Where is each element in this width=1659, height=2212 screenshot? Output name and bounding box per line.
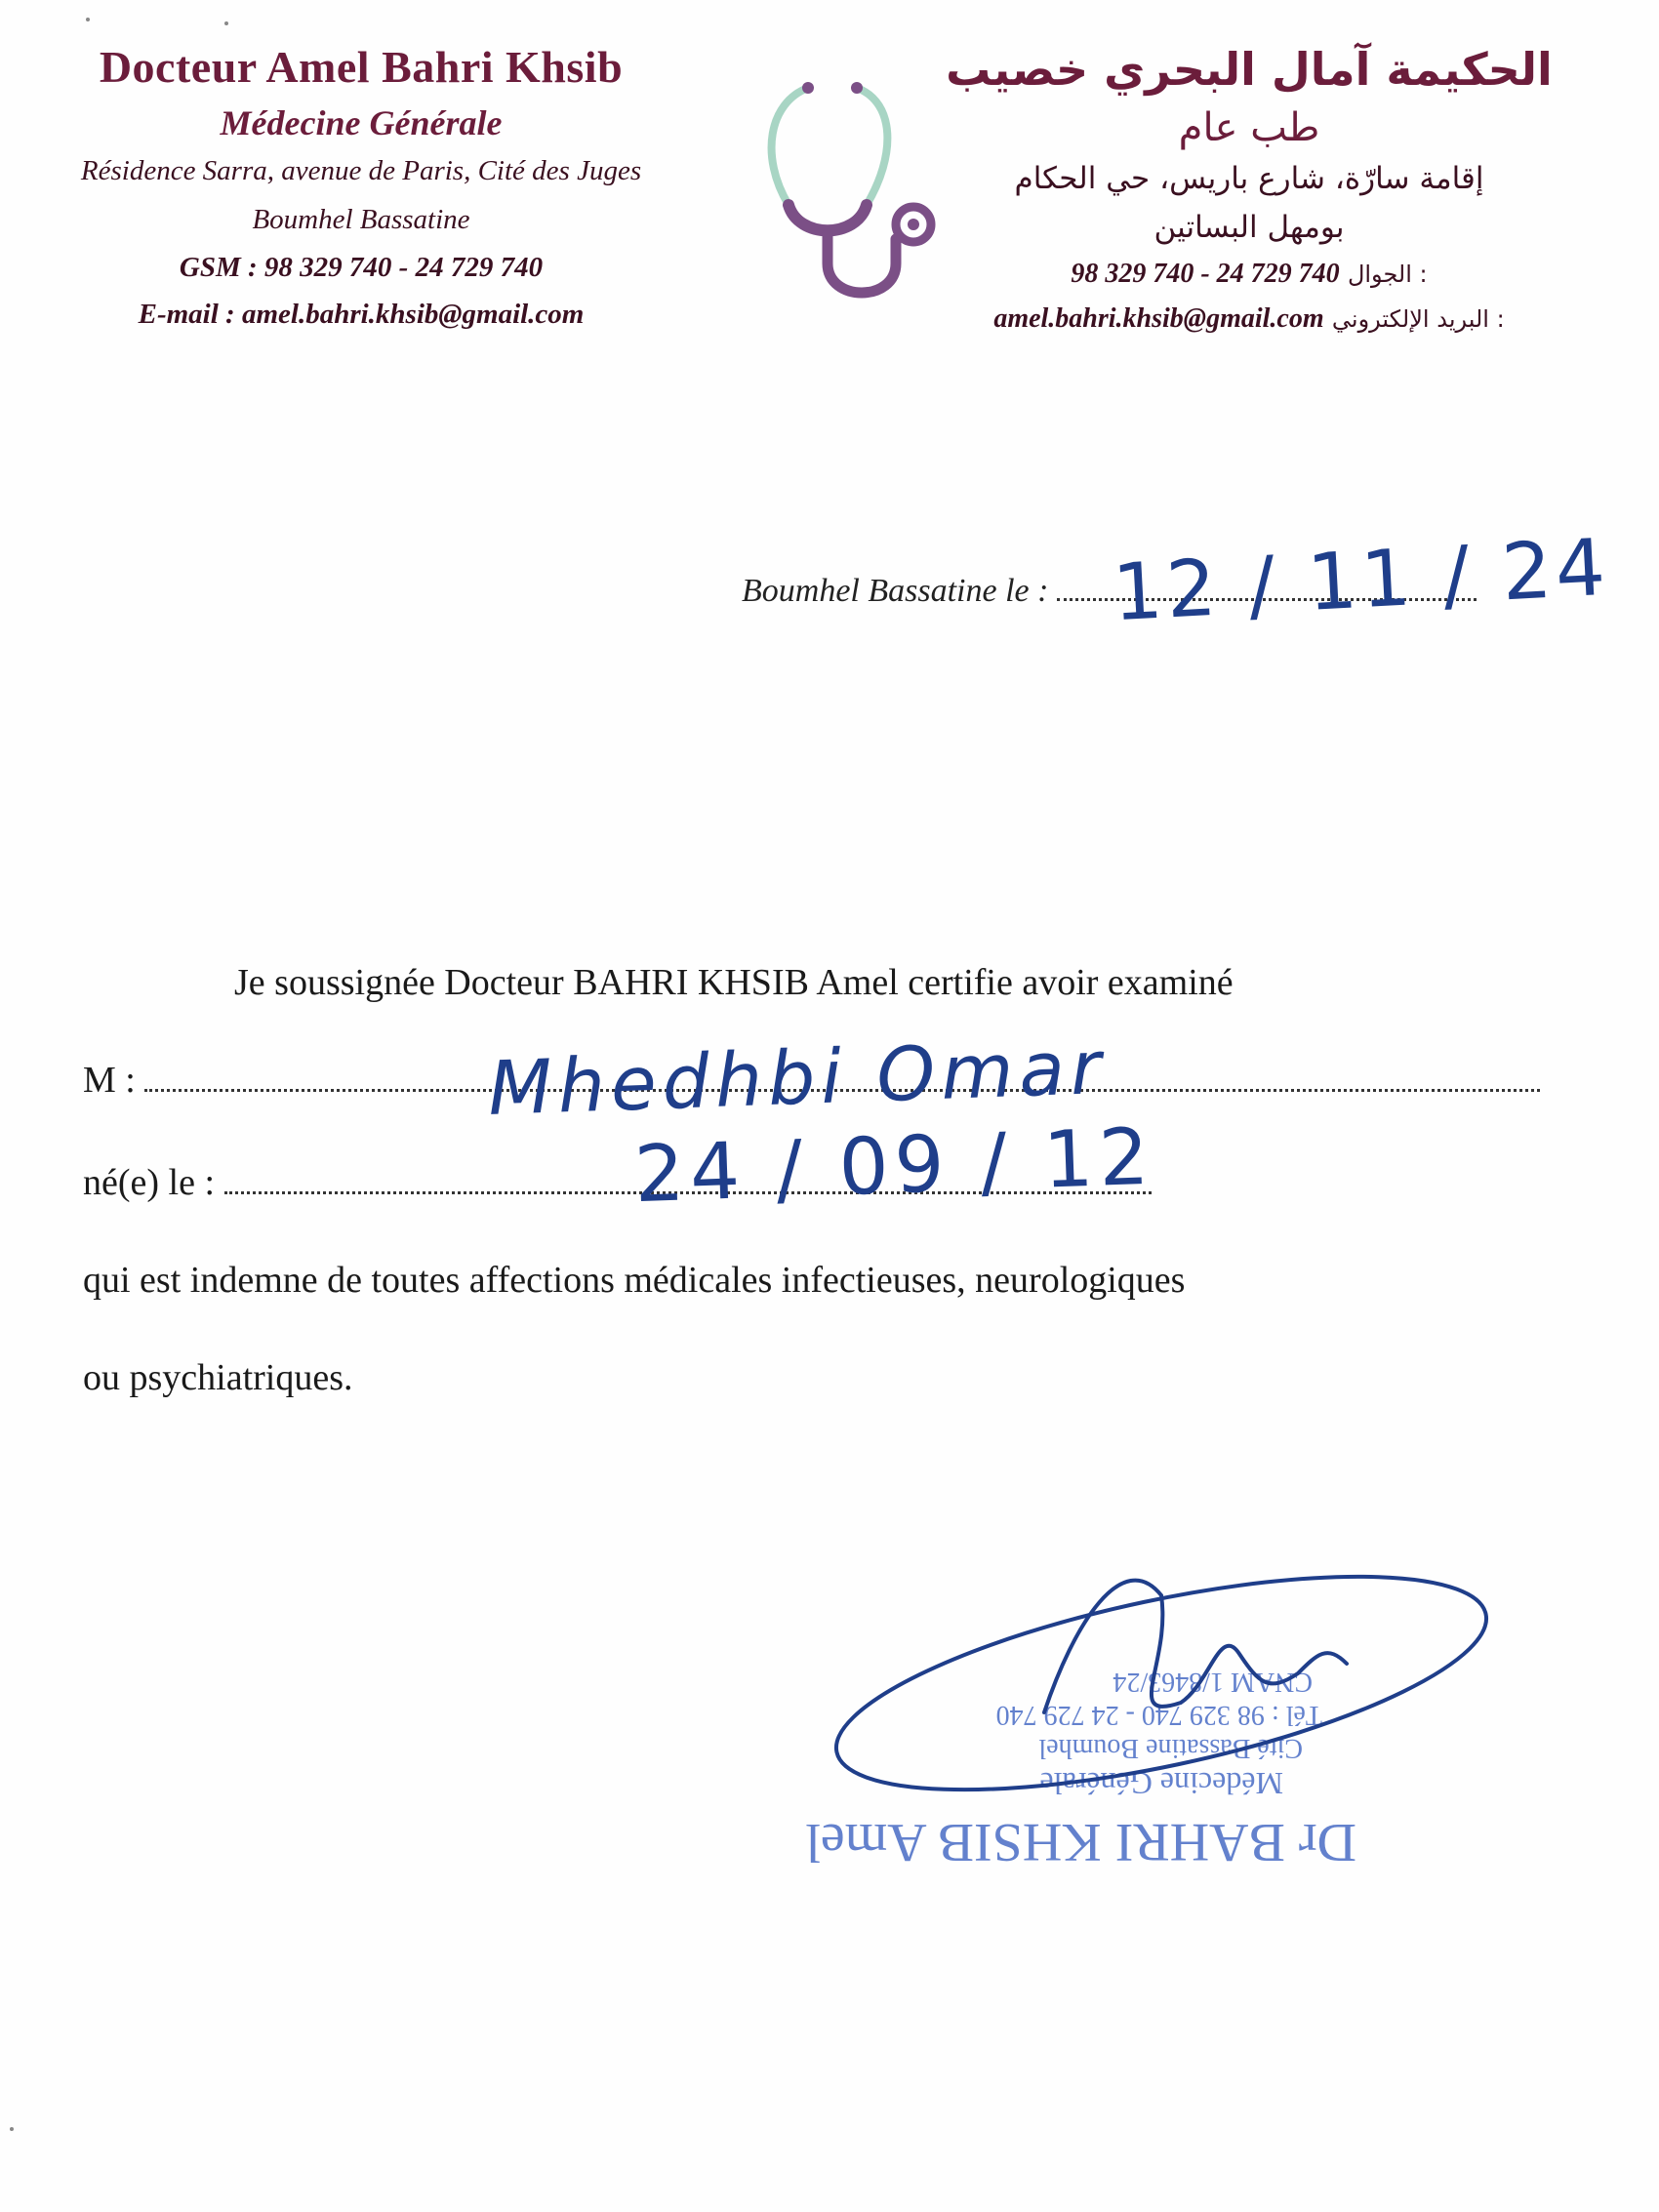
stamp-line-4: Tél : 98 329 740 - 24 729 740	[995, 1700, 1322, 1730]
stamp-line-3: Cité Bassatine Boumhel	[1038, 1733, 1303, 1763]
gsm-line: GSM : 98 329 740 - 24 729 740	[179, 252, 544, 283]
scan-speck	[86, 18, 90, 21]
address-line-2: Boumhel Bassatine	[252, 204, 470, 235]
certificate-intro: Je soussignée Docteur BAHRI KHSIB Amel certifie avoir examiné	[234, 962, 1234, 1003]
handwritten-dob: 24 / 09 / 12	[632, 1110, 1156, 1221]
date-label: Boumhel Bassatine le :	[742, 573, 1049, 609]
doctor-specialty-arabic: طب عام	[1178, 105, 1320, 150]
address-line-2-arabic: بومهل البساتين	[1153, 210, 1345, 245]
certificate-statement-end: ou psychiatriques.	[83, 1357, 353, 1398]
scan-speck	[224, 21, 228, 25]
patient-label: M :	[83, 1060, 136, 1101]
email-line: E-mail : amel.bahri.khsib@gmail.com	[138, 299, 585, 330]
certificate-statement: qui est indemne de toutes affections médicales infectieuses, neurologiques	[83, 1260, 1186, 1301]
letterhead-french	[29, 39, 693, 338]
email-line-arabic	[937, 297, 1561, 342]
dob-label: né(e) le :	[83, 1162, 216, 1203]
phone-line-arabic	[937, 252, 1561, 297]
handwritten-patient-name: Mhedhbi Omar	[486, 1023, 1109, 1133]
scan-speck	[10, 2127, 14, 2131]
address-line-1-arabic: إقامة سارّة، شارع باريس، حي الحكام	[1014, 161, 1484, 196]
stamp-line-1: Dr BAHRI KHSIB Amel	[805, 1812, 1356, 1872]
phone-label-arabic: الجوال :	[1347, 261, 1428, 288]
stamp-line-2: Médecine Générale	[1039, 1766, 1283, 1801]
email-value: amel.bahri.khsib@gmail.com	[993, 303, 1324, 334]
doctor-specialty: Médecine Générale	[220, 103, 503, 142]
doctor-name-arabic: الحكيمة آمال البحري خصيب	[946, 43, 1553, 96]
handwritten-date: 12 / 11 / 24	[1110, 521, 1612, 639]
email-label-arabic: البريد الإلكتروني :	[1331, 305, 1505, 333]
doctor-name: Docteur Amel Bahri Khsib	[99, 42, 624, 92]
phone-value: 98 329 740 - 24 729 740	[1071, 259, 1340, 289]
letterhead-arabic	[937, 37, 1561, 342]
address-line-1: Résidence Sarra, avenue de Paris, Cité des Juges	[80, 155, 642, 186]
doctor-stamp-signature	[751, 1508, 1503, 1976]
stethoscope-icon	[749, 68, 954, 312]
stamp-line-5: CNAM 1/8463/24	[1113, 1667, 1313, 1697]
